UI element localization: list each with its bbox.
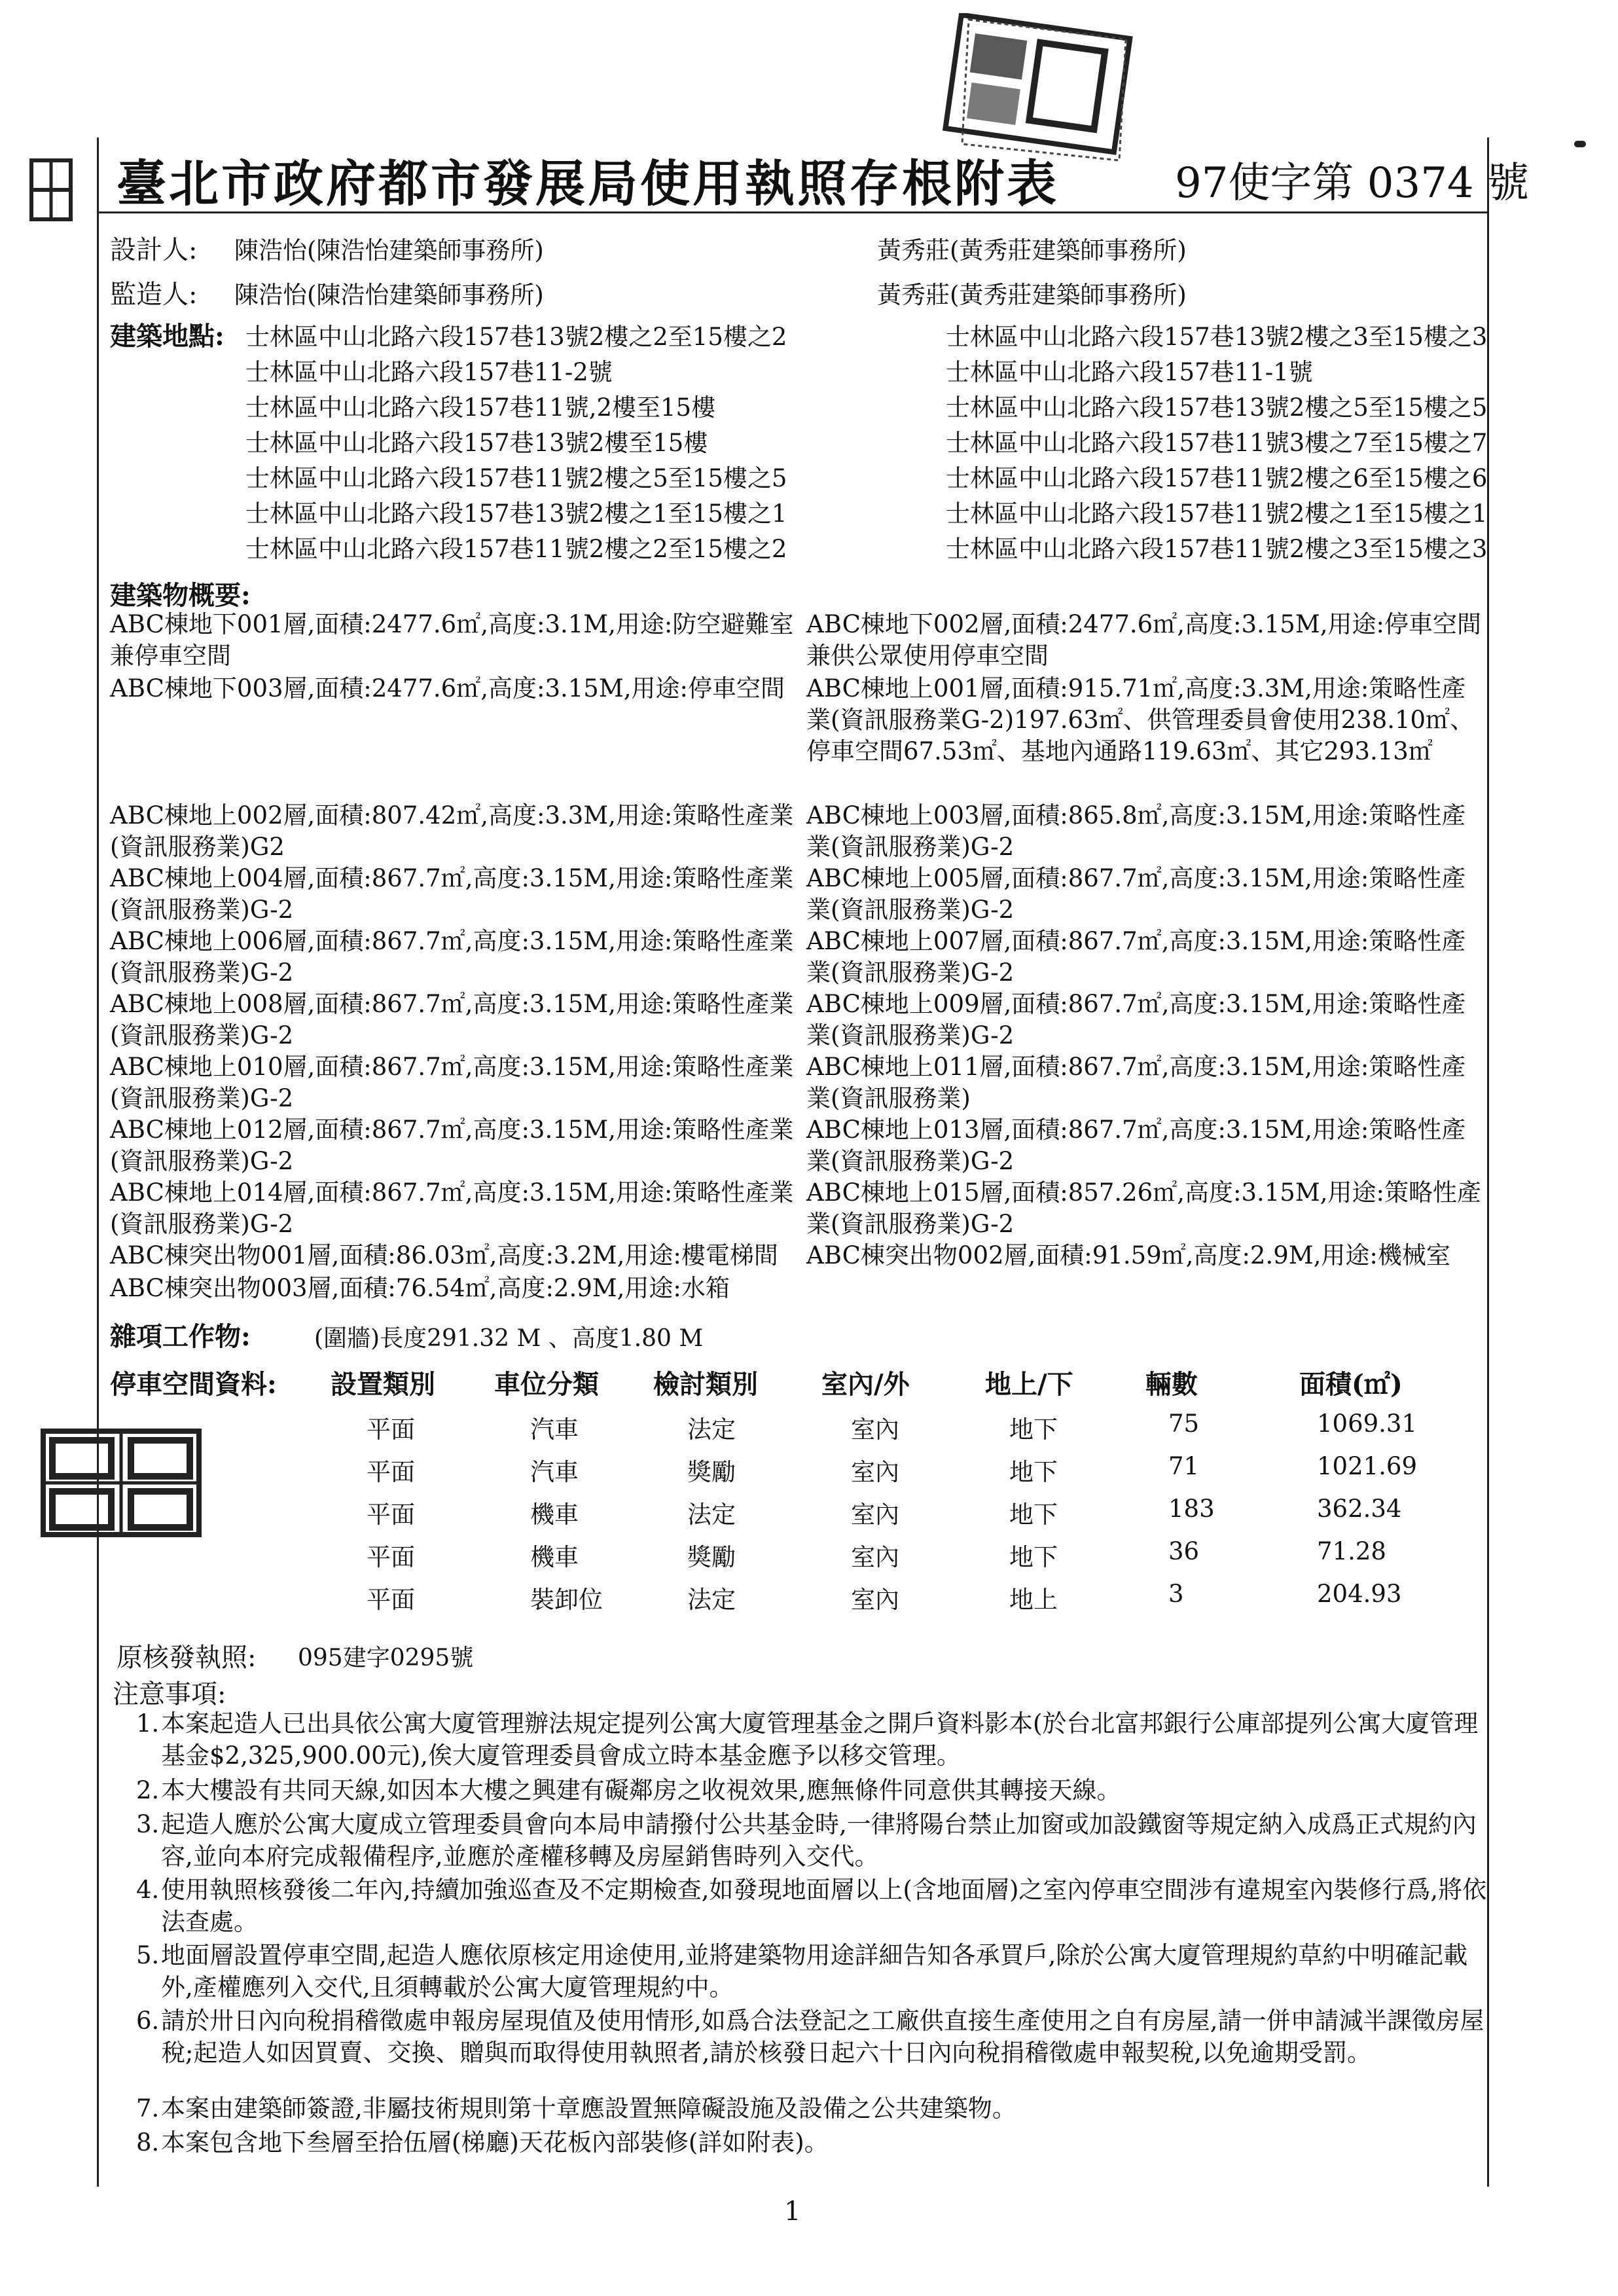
overview-entry-left: ABC棟地上004層,面積:867.7㎡,高度:3.15M,用途:策略性產業(資訊服務業)G-2 bbox=[110, 864, 794, 924]
note-text: 本案由建築師簽證,非屬技術規則第十章應設置無障礙設施及設備之公共建築物。 bbox=[161, 2094, 1016, 2123]
overview-entry-left: ABC棟地上008層,面積:867.7㎡,高度:3.15M,用途:策略性產業(資訊服務業)G-2 bbox=[110, 990, 794, 1049]
parking-header: 檢討類別 bbox=[653, 1369, 758, 1400]
misc-label: 雜項工作物: bbox=[110, 1321, 251, 1352]
note-text: 本案包含地下叁層至拾伍層(梯廳)天花板內部裝修(詳如附表)。 bbox=[161, 2128, 829, 2157]
parking-label: 停車空間資料: bbox=[110, 1369, 277, 1400]
parking-cell: 地下 bbox=[1009, 1543, 1058, 1571]
overview-entry-left: ABC棟地下003層,面積:2477.6㎡,高度:3.15M,用途:停車空間 bbox=[110, 674, 785, 702]
note-text: 使用執照核發後二年內,持續加強巡查及不定期檢查,如發現地面層以上(含地面層)之室內停車空間涉有違規室內裝修行爲,將依法查處。 bbox=[161, 1876, 1487, 1936]
note-number: 7. bbox=[136, 2094, 160, 2123]
site-address-right: 士林區中山北路六段157巷13號2樓之5至15樓之5 bbox=[946, 393, 1488, 422]
overview-entry-left: ABC棟突出物003層,面積:76.54㎡,高度:2.9M,用途:水箱 bbox=[110, 1274, 730, 1302]
parking-cell: 法定 bbox=[687, 1586, 736, 1614]
parking-cell: 室內 bbox=[851, 1543, 899, 1571]
parking-header: 面積(㎡) bbox=[1299, 1369, 1403, 1400]
note-number: 1. bbox=[136, 1709, 160, 1738]
parking-cell: 71 bbox=[1168, 1452, 1200, 1480]
overview-entry-left: ABC棟地上014層,面積:867.7㎡,高度:3.15M,用途:策略性產業(資訊服務業)G-2 bbox=[110, 1178, 794, 1238]
overview-entry-left: ABC棟地上006層,面積:867.7㎡,高度:3.15M,用途:策略性產業(資訊服務業)G-2 bbox=[110, 927, 794, 987]
note-item bbox=[136, 1808, 1491, 1872]
original-permit-value: 095建字0295號 bbox=[298, 1645, 474, 1671]
note-number: 5. bbox=[136, 1941, 160, 1969]
parking-cell: 機車 bbox=[530, 1501, 579, 1529]
note-text: 地面層設置停車空間,起造人應依原核定用途使用,並將建築物用途詳細告知各承買戶,除於公寓大廈管理規約草約中明確記載外,產權應列入交代,且須轉載於公寓大廈管理規約中。 bbox=[161, 1941, 1468, 2001]
overview-entry-right: ABC棟地上015層,面積:857.26㎡,高度:3.15M,用途:策略性產業(資訊服務業)G-2 bbox=[806, 1178, 1481, 1238]
frame-left-border bbox=[97, 137, 99, 2187]
parking-cell: 室內 bbox=[851, 1458, 899, 1486]
designer-label: 設計人: bbox=[110, 235, 198, 265]
note-number: 8. bbox=[136, 2128, 160, 2157]
site-label: 建築地點: bbox=[110, 321, 225, 352]
overview-entry-right: ABC棟地下002層,面積:2477.6㎡,高度:3.15M,用途:停車空間兼供公眾使用停車空間 bbox=[806, 610, 1481, 670]
parking-header: 地上/下 bbox=[985, 1369, 1073, 1400]
left-margin-mark bbox=[26, 154, 79, 232]
parking-cell: 平面 bbox=[367, 1501, 415, 1529]
parking-cell: 362.34 bbox=[1317, 1495, 1402, 1523]
misc-value: (圍牆)長度291.32 M 、高度1.80 M bbox=[314, 1325, 704, 1352]
overview-entry-left: ABC棟地上010層,面積:867.7㎡,高度:3.15M,用途:策略性產業(資訊服務業)G-2 bbox=[110, 1053, 794, 1112]
overview-entry-left: ABC棟地下001層,面積:2477.6㎡,高度:3.1M,用途:防空避難室兼停車空間 bbox=[110, 610, 794, 670]
parking-cell: 機車 bbox=[530, 1543, 579, 1571]
note-item bbox=[136, 2005, 1491, 2069]
overview-entry-left: ABC棟突出物001層,面積:86.03㎡,高度:3.2M,用途:樓電梯間 bbox=[110, 1241, 778, 1269]
overview-label: 建築物概要: bbox=[110, 580, 251, 611]
note-number: 2. bbox=[136, 1776, 160, 1804]
parking-cell: 汽車 bbox=[530, 1415, 579, 1444]
parking-cell: 平面 bbox=[367, 1586, 415, 1614]
site-address-right: 士林區中山北路六段157巷11-1號 bbox=[946, 358, 1313, 386]
note-item bbox=[136, 2126, 1491, 2159]
parking-cell: 獎勵 bbox=[687, 1458, 736, 1486]
margin-ink-dot bbox=[1574, 141, 1586, 147]
parking-header: 設置類別 bbox=[331, 1369, 435, 1400]
site-address-right: 士林區中山北路六段157巷13號2樓之3至15樓之3 bbox=[946, 323, 1488, 351]
left-seal-stamp bbox=[39, 1427, 203, 1539]
site-address-left: 士林區中山北路六段157巷11號2樓之2至15樓之2 bbox=[245, 535, 787, 563]
site-address-right: 士林區中山北路六段157巷11號2樓之1至15樓之1 bbox=[946, 500, 1488, 528]
parking-cell: 75 bbox=[1168, 1410, 1200, 1438]
site-address-left: 士林區中山北路六段157巷13號2樓至15樓 bbox=[245, 429, 708, 457]
parking-cell: 183 bbox=[1168, 1495, 1215, 1523]
parking-cell: 室內 bbox=[851, 1586, 899, 1614]
parking-cell: 地上 bbox=[1009, 1586, 1058, 1614]
designer-right: 黃秀莊(黃秀莊建築師事務所) bbox=[877, 236, 1187, 264]
designer-left: 陳浩怡(陳浩怡建築師事務所) bbox=[234, 236, 544, 264]
site-address-left: 士林區中山北路六段157巷13號2樓之2至15樓之2 bbox=[245, 323, 787, 351]
parking-cell: 法定 bbox=[687, 1415, 736, 1444]
note-item bbox=[136, 1707, 1491, 1772]
note-number: 3. bbox=[136, 1810, 160, 1838]
parking-header: 車位分類 bbox=[494, 1369, 599, 1400]
note-text: 請於卅日內向稅捐稽徵處申報房屋現值及使用情形,如爲合法登記之工廠供直接生產使用之自有房屋,請一併申請減半課徵房屋稅;起造人如因買賣、交換、贈與而取得使用執照者,請於核發日起六十日內向稅捐稽徵處申報契稅,以免逾期受罰。 bbox=[161, 2007, 1484, 2067]
note-item bbox=[136, 1939, 1491, 2003]
supervisor-right: 黃秀莊(黃秀莊建築師事務所) bbox=[877, 281, 1187, 309]
parking-cell: 法定 bbox=[687, 1501, 736, 1529]
overview-entry-left: ABC棟地上002層,面積:807.42㎡,高度:3.3M,用途:策略性產業(資訊服務業)G2 bbox=[110, 801, 794, 861]
parking-header: 室內/外 bbox=[821, 1369, 910, 1400]
parking-cell: 平面 bbox=[367, 1458, 415, 1486]
parking-cell: 平面 bbox=[367, 1543, 415, 1571]
parking-header: 輛數 bbox=[1145, 1369, 1198, 1400]
parking-cell: 裝卸位 bbox=[530, 1586, 603, 1614]
note-text: 本案起造人已出具依公寓大廈管理辦法規定提列公寓大廈管理基金之開戶資料影本(於台北富邦銀行公庫部提列公寓大廈管理基金$2,325,900.00元),俟大廈管理委員會成立時本基金應予以移交管理。 bbox=[161, 1709, 1479, 1770]
notes-label: 注意事項: bbox=[113, 1679, 226, 1709]
note-item bbox=[136, 1774, 1491, 1806]
site-address-left: 士林區中山北路六段157巷11號,2樓至15樓 bbox=[245, 393, 716, 422]
parking-cell: 地下 bbox=[1009, 1415, 1058, 1444]
note-text: 本大樓設有共同天線,如因本大樓之興建有礙鄰房之收視效果,應無條件同意供其轉接天線。 bbox=[161, 1776, 1121, 1804]
permit-number: 97使字第 0374 號 bbox=[1175, 159, 1529, 208]
overview-entry-right: ABC棟地上007層,面積:867.7㎡,高度:3.15M,用途:策略性產業(資訊服務業)G-2 bbox=[806, 927, 1466, 987]
site-address-right: 士林區中山北路六段157巷11號2樓之3至15樓之3 bbox=[946, 535, 1488, 563]
parking-cell: 36 bbox=[1168, 1537, 1200, 1565]
overview-entry-right: ABC棟地上009層,面積:867.7㎡,高度:3.15M,用途:策略性產業(資訊服務業)G-2 bbox=[806, 990, 1466, 1049]
site-address-left: 士林區中山北路六段157巷13號2樓之1至15樓之1 bbox=[245, 500, 787, 528]
parking-cell: 室內 bbox=[851, 1415, 899, 1444]
overview-entry-right: ABC棟地上003層,面積:865.8㎡,高度:3.15M,用途:策略性產業(資訊服務業)G-2 bbox=[806, 801, 1466, 861]
note-number: 4. bbox=[136, 1876, 160, 1904]
overview-entry-right: ABC棟地上005層,面積:867.7㎡,高度:3.15M,用途:策略性產業(資訊服務業)G-2 bbox=[806, 864, 1466, 924]
parking-cell: 204.93 bbox=[1317, 1580, 1402, 1608]
parking-cell: 1069.31 bbox=[1317, 1410, 1418, 1438]
page-number: 1 bbox=[784, 2196, 801, 2227]
note-text: 起造人應於公寓大廈成立管理委員會向本局申請撥付公共基金時,一律將陽台禁止加窗或加設鐵窗等規定納入成爲正式規約內容,並向本府完成報備程序,並應於產權移轉及房屋銷售時列入交代。 bbox=[161, 1810, 1477, 1870]
parking-cell: 汽車 bbox=[530, 1458, 579, 1486]
note-item bbox=[136, 1874, 1491, 1938]
supervisor-left: 陳浩怡(陳浩怡建築師事務所) bbox=[234, 281, 544, 309]
site-address-right: 士林區中山北路六段157巷11號3樓之7至15樓之7 bbox=[946, 429, 1488, 457]
note-item bbox=[136, 2092, 1491, 2124]
site-address-left: 士林區中山北路六段157巷11-2號 bbox=[245, 358, 613, 386]
overview-entry-right: ABC棟地上001層,面積:915.71㎡,高度:3.3M,用途:策略性產業(資訊服務業G-2)197.63㎡、供管理委員會使用238.10㎡、停車空間67.53㎡、基地內通路119.63㎡、其它293.13㎡ bbox=[806, 674, 1475, 765]
parking-cell: 獎勵 bbox=[687, 1543, 736, 1571]
supervisor-label: 監造人: bbox=[110, 280, 198, 310]
parking-cell: 室內 bbox=[851, 1501, 899, 1529]
original-permit-label: 原核發執照: bbox=[117, 1643, 257, 1673]
parking-cell: 地下 bbox=[1009, 1501, 1058, 1529]
overview-entry-right: ABC棟地上011層,面積:867.7㎡,高度:3.15M,用途:策略性產業(資訊服務業) bbox=[806, 1053, 1466, 1112]
parking-cell: 71.28 bbox=[1317, 1537, 1386, 1565]
parking-cell: 平面 bbox=[367, 1415, 415, 1444]
overview-entry-right: ABC棟突出物002層,面積:91.59㎡,高度:2.9M,用途:機械室 bbox=[806, 1241, 1450, 1269]
parking-cell: 1021.69 bbox=[1317, 1452, 1418, 1480]
parking-cell: 地下 bbox=[1009, 1458, 1058, 1486]
note-number: 6. bbox=[136, 2007, 160, 2035]
parking-cell: 3 bbox=[1168, 1580, 1184, 1608]
document-title: 臺北市政府都市發展局使用執照存根附表 bbox=[117, 155, 1059, 213]
site-address-left: 士林區中山北路六段157巷11號2樓之5至15樓之5 bbox=[245, 464, 787, 492]
site-address-right: 士林區中山北路六段157巷11號2樓之6至15樓之6 bbox=[946, 464, 1488, 492]
overview-entry-left: ABC棟地上012層,面積:867.7㎡,高度:3.15M,用途:策略性產業(資訊服務業)G-2 bbox=[110, 1116, 794, 1175]
overview-entry-right: ABC棟地上013層,面積:867.7㎡,高度:3.15M,用途:策略性產業(資訊服務業)G-2 bbox=[806, 1116, 1466, 1175]
